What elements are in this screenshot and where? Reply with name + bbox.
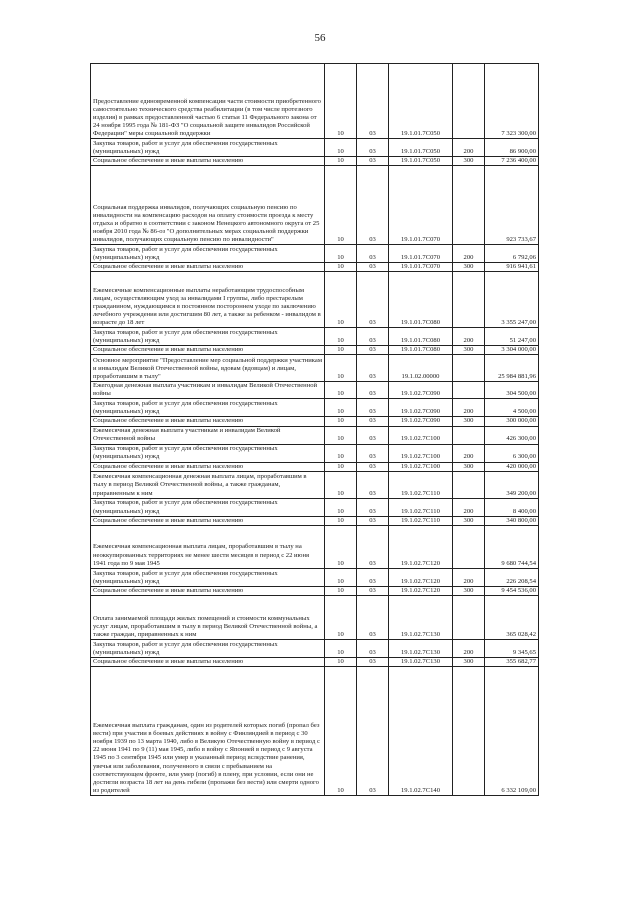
cell-target-article: 19.1.02.7С130 — [389, 639, 453, 657]
cell-section: 10 — [325, 568, 357, 586]
cell-target-article: 19.1.02.7С130 — [389, 657, 453, 666]
cell-amount: 86 900,00 — [485, 139, 539, 157]
cell-subsection: 03 — [357, 657, 389, 666]
cell-target-article: 19.1.02.00000 — [389, 355, 453, 382]
cell-subsection: 03 — [357, 586, 389, 595]
cell-expense-type — [453, 666, 485, 795]
cell-amount: 226 208,54 — [485, 568, 539, 586]
cell-amount: 923 733,67 — [485, 166, 539, 245]
cell-name: Социальное обеспечение и иные выплаты населению — [91, 417, 325, 426]
table-row — [91, 355, 539, 382]
table-row — [91, 586, 539, 595]
table-row — [91, 498, 539, 516]
cell-amount: 916 941,61 — [485, 263, 539, 272]
table-row — [91, 595, 539, 639]
cell-amount: 349 200,00 — [485, 471, 539, 498]
page-number: 56 — [314, 32, 326, 44]
cell-section: 10 — [325, 666, 357, 795]
cell-amount: 355 682,77 — [485, 657, 539, 666]
table-row — [91, 139, 539, 157]
cell-expense-type: 300 — [453, 657, 485, 666]
cell-name: Ежемесячные компенсационные выплаты неработающим трудоспособным лицам, осуществляющим уход за инвалидами I группы, либо престарелым гражданином, нуждающимся в постоянном постороннем уходе по заключению лечебного учреждения или достигшим 80 лет, а также за ребенком - инвалидом в возрасте до 18 лет — [91, 272, 325, 328]
cell-section: 10 — [325, 498, 357, 516]
cell-target-article: 19.1.02.7С100 — [389, 462, 453, 471]
cell-subsection: 03 — [357, 382, 389, 399]
cell-amount: 426 300,00 — [485, 426, 539, 444]
cell-subsection: 03 — [357, 245, 389, 263]
table-row — [91, 462, 539, 471]
cell-name: Ежемесячная денежная выплата участникам и инвалидам Великой Отечественной войны — [91, 426, 325, 444]
cell-name: Социальная поддержка инвалидов, получающих социальную пенсию по инвалидности на компенсацию расходов на оплату стоимости проезда к месту отдыха и обратно в соответствии с законом Ненецкого автономного округа от 25 ноября 2010 года № 86-оз "О дополнительных мерах социальной поддержки инвалидов, получающих социальную пенсию по инвалидности" — [91, 166, 325, 245]
table-row — [91, 346, 539, 355]
cell-expense-type: 300 — [453, 263, 485, 272]
cell-name: Оплата занимаемой площади жилых помещений и стоимости коммунальных услуг лицам, проработавшим в тылу в период Великой Отечественной войны, а также граждан, приравненных к ним — [91, 595, 325, 639]
cell-expense-type: 300 — [453, 516, 485, 525]
table-row — [91, 263, 539, 272]
table-row — [91, 245, 539, 263]
cell-section: 10 — [325, 382, 357, 399]
cell-subsection: 03 — [357, 346, 389, 355]
cell-subsection: 03 — [357, 471, 389, 498]
cell-name: Закупка товаров, работ и услуг для обеспечения государственных (муниципальных) нужд — [91, 568, 325, 586]
cell-name: Закупка товаров, работ и услуг для обеспечения государственных (муниципальных) нужд — [91, 328, 325, 346]
cell-amount: 304 500,00 — [485, 382, 539, 399]
cell-target-article: 19.1.02.7С100 — [389, 426, 453, 444]
cell-amount: 6 332 109,00 — [485, 666, 539, 795]
cell-section: 10 — [325, 444, 357, 462]
cell-target-article: 19.1.01.7С050 — [389, 157, 453, 166]
table-row — [91, 272, 539, 328]
cell-section: 10 — [325, 595, 357, 639]
cell-amount: 365 028,42 — [485, 595, 539, 639]
table-row — [91, 516, 539, 525]
cell-expense-type: 200 — [453, 444, 485, 462]
cell-subsection: 03 — [357, 157, 389, 166]
table-row — [91, 657, 539, 666]
cell-subsection: 03 — [357, 498, 389, 516]
cell-name: Ежемесячная компенсационная денежная выплата лицам, проработавшим в тылу в период Великой Отечественной войны, а также гражданам, приравненным к ним — [91, 471, 325, 498]
cell-expense-type: 300 — [453, 462, 485, 471]
cell-target-article: 19.1.01.7С050 — [389, 64, 453, 139]
cell-amount: 9 680 744,54 — [485, 525, 539, 568]
cell-subsection: 03 — [357, 525, 389, 568]
cell-name: Социальное обеспечение и иные выплаты населению — [91, 157, 325, 166]
table-row — [91, 166, 539, 245]
cell-section: 10 — [325, 263, 357, 272]
cell-subsection: 03 — [357, 272, 389, 328]
cell-section: 10 — [325, 586, 357, 595]
cell-amount: 8 400,00 — [485, 498, 539, 516]
cell-expense-type — [453, 525, 485, 568]
cell-target-article: 19.1.01.7С070 — [389, 263, 453, 272]
cell-target-article: 19.1.02.7С100 — [389, 444, 453, 462]
cell-name: Социальное обеспечение и иные выплаты населению — [91, 462, 325, 471]
cell-subsection: 03 — [357, 417, 389, 426]
table-row — [91, 417, 539, 426]
cell-name: Закупка товаров, работ и услуг для обеспечения государственных (муниципальных) нужд — [91, 444, 325, 462]
cell-amount: 7 323 300,00 — [485, 64, 539, 139]
cell-subsection: 03 — [357, 64, 389, 139]
cell-expense-type: 300 — [453, 417, 485, 426]
table-body — [91, 64, 539, 796]
cell-section: 10 — [325, 157, 357, 166]
cell-section: 10 — [325, 399, 357, 417]
cell-target-article: 19.1.02.7С130 — [389, 595, 453, 639]
cell-subsection: 03 — [357, 355, 389, 382]
cell-target-article: 19.1.02.7С110 — [389, 516, 453, 525]
table-row — [91, 64, 539, 139]
cell-section: 10 — [325, 516, 357, 525]
cell-section: 10 — [325, 471, 357, 498]
cell-target-article: 19.1.02.7С090 — [389, 399, 453, 417]
cell-name: Социальное обеспечение и иные выплаты населению — [91, 516, 325, 525]
cell-subsection: 03 — [357, 639, 389, 657]
cell-amount: 4 500,00 — [485, 399, 539, 417]
cell-target-article: 19.1.02.7С110 — [389, 498, 453, 516]
cell-subsection: 03 — [357, 444, 389, 462]
table-row — [91, 382, 539, 399]
cell-subsection: 03 — [357, 462, 389, 471]
cell-amount: 25 984 881,96 — [485, 355, 539, 382]
cell-section: 10 — [325, 346, 357, 355]
cell-name: Социальное обеспечение и иные выплаты населению — [91, 263, 325, 272]
cell-expense-type — [453, 595, 485, 639]
cell-name: Закупка товаров, работ и услуг для обеспечения государственных (муниципальных) нужд — [91, 245, 325, 263]
cell-expense-type: 200 — [453, 139, 485, 157]
cell-amount: 340 800,00 — [485, 516, 539, 525]
cell-subsection: 03 — [357, 595, 389, 639]
cell-section: 10 — [325, 328, 357, 346]
cell-subsection: 03 — [357, 568, 389, 586]
table-row — [91, 157, 539, 166]
cell-expense-type — [453, 426, 485, 444]
cell-expense-type: 300 — [453, 586, 485, 595]
cell-expense-type: 300 — [453, 346, 485, 355]
cell-target-article: 19.1.02.7С110 — [389, 471, 453, 498]
cell-subsection: 03 — [357, 399, 389, 417]
cell-section: 10 — [325, 355, 357, 382]
cell-name: Закупка товаров, работ и услуг для обеспечения государственных (муниципальных) нужд — [91, 139, 325, 157]
cell-target-article: 19.1.02.7С120 — [389, 525, 453, 568]
cell-expense-type: 200 — [453, 399, 485, 417]
cell-expense-type: 200 — [453, 245, 485, 263]
cell-name: Ежегодная денежная выплата участникам и инвалидам Великой Отечественной войны — [91, 382, 325, 399]
cell-target-article: 19.1.02.7С140 — [389, 666, 453, 795]
cell-amount: 9 454 536,00 — [485, 586, 539, 595]
cell-section: 10 — [325, 426, 357, 444]
cell-subsection: 03 — [357, 426, 389, 444]
cell-expense-type — [453, 166, 485, 245]
cell-target-article: 19.1.01.7С070 — [389, 245, 453, 263]
table-row — [91, 568, 539, 586]
cell-section: 10 — [325, 657, 357, 666]
table-row — [91, 525, 539, 568]
cell-expense-type: 200 — [453, 639, 485, 657]
table-row — [91, 328, 539, 346]
cell-name: Закупка товаров, работ и услуг для обеспечения государственных (муниципальных) нужд — [91, 639, 325, 657]
cell-section: 10 — [325, 139, 357, 157]
cell-amount: 3 355 247,00 — [485, 272, 539, 328]
cell-name: Основное мероприятие "Предоставление мер социальной поддержки участникам и инвалидам Великой Отечественной войны, вдовам (вдовцам) и лицам, проработавшим в тылу" — [91, 355, 325, 382]
cell-subsection: 03 — [357, 516, 389, 525]
table-row — [91, 639, 539, 657]
cell-section: 10 — [325, 462, 357, 471]
cell-amount: 3 304 000,00 — [485, 346, 539, 355]
cell-name: Социальное обеспечение и иные выплаты населению — [91, 346, 325, 355]
cell-expense-type: 200 — [453, 498, 485, 516]
cell-expense-type — [453, 382, 485, 399]
cell-subsection: 03 — [357, 328, 389, 346]
cell-expense-type: 300 — [453, 157, 485, 166]
cell-subsection: 03 — [357, 166, 389, 245]
cell-amount: 9 345,65 — [485, 639, 539, 657]
cell-expense-type — [453, 355, 485, 382]
cell-amount: 420 000,00 — [485, 462, 539, 471]
cell-amount: 6 792,06 — [485, 245, 539, 263]
table-row — [91, 399, 539, 417]
table-row — [91, 444, 539, 462]
cell-expense-type — [453, 471, 485, 498]
cell-section: 10 — [325, 272, 357, 328]
cell-target-article: 19.1.02.7С120 — [389, 568, 453, 586]
cell-name: Социальное обеспечение и иные выплаты населению — [91, 586, 325, 595]
cell-name: Ежемесячная компенсационная выплата лицам, проработавшим в тылу на неоккупированных территориях не менее шести месяцев в период с 22 июня 1941 года по 9 мая 1945 — [91, 525, 325, 568]
cell-name: Ежемесячная выплата гражданам, один из родителей которых погиб (пропал без вести) при участии в боевых действиях в войну с Финляндией в период с 30 ноября 1939 по 13 марта 1940, либо в Великую Отечественную войну в период с 22 июня 1941 по 9 (11) мая 1945, либо в войну с Японией в период с 9 августа 1945 по 3 сентября 1945 или умер в указанный период вследствие ранения, увечья или заболевания, полученного в связи с пребыванием на соответствующем фронте, или умер (погиб) в плену, при условии, если они не достигли возраста 18 лет на день гибели (пропажи без вести) или смерти одного из родителей — [91, 666, 325, 795]
cell-name: Социальное обеспечение и иные выплаты населению — [91, 657, 325, 666]
cell-target-article: 19.1.01.7С080 — [389, 272, 453, 328]
cell-name: Закупка товаров, работ и услуг для обеспечения государственных (муниципальных) нужд — [91, 498, 325, 516]
cell-target-article: 19.1.01.7С050 — [389, 139, 453, 157]
cell-expense-type: 200 — [453, 568, 485, 586]
cell-target-article: 19.1.02.7С090 — [389, 417, 453, 426]
table-row — [91, 426, 539, 444]
cell-section: 10 — [325, 639, 357, 657]
cell-subsection: 03 — [357, 263, 389, 272]
cell-name: Закупка товаров, работ и услуг для обеспечения государственных (муниципальных) нужд — [91, 399, 325, 417]
cell-section: 10 — [325, 525, 357, 568]
table-row — [91, 666, 539, 795]
cell-target-article: 19.1.02.7С120 — [389, 586, 453, 595]
cell-section: 10 — [325, 166, 357, 245]
cell-section: 10 — [325, 245, 357, 263]
cell-name: Предоставление единовременной компенсации части стоимости приобретенного самостоятельно технического средства реабилитации (в том числе протезного изделия) в рамках предоставленной частью 6 статьи 11 Федерального закона от 24 ноября 1995 года № 181-ФЗ "О социальной защите инвалидов Российской Федерации" меры социальной поддержки — [91, 64, 325, 139]
budget-table — [90, 63, 539, 796]
cell-target-article: 19.1.01.7С080 — [389, 328, 453, 346]
cell-expense-type — [453, 272, 485, 328]
cell-expense-type: 200 — [453, 328, 485, 346]
cell-target-article: 19.1.01.7С080 — [389, 346, 453, 355]
cell-section: 10 — [325, 417, 357, 426]
cell-expense-type — [453, 64, 485, 139]
cell-amount: 7 236 400,00 — [485, 157, 539, 166]
cell-target-article: 19.1.01.7С070 — [389, 166, 453, 245]
cell-amount: 300 000,00 — [485, 417, 539, 426]
cell-target-article: 19.1.02.7С090 — [389, 382, 453, 399]
cell-subsection: 03 — [357, 666, 389, 795]
table-row — [91, 471, 539, 498]
cell-amount: 6 300,00 — [485, 444, 539, 462]
cell-amount: 51 247,00 — [485, 328, 539, 346]
cell-subsection: 03 — [357, 139, 389, 157]
cell-section: 10 — [325, 64, 357, 139]
